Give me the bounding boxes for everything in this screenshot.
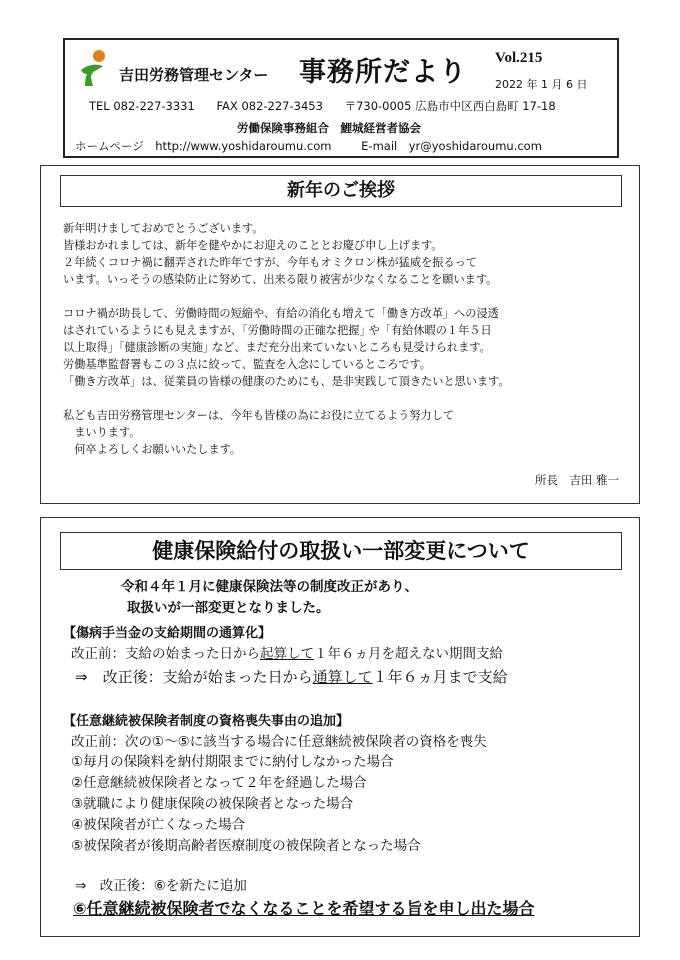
greeting-line: 新年明けましておめでとうございます。: [63, 222, 264, 235]
greeting-body: [63, 220, 623, 458]
logo-icon: [77, 48, 111, 88]
before-underline: 起算して: [260, 646, 314, 662]
before-text: 改正前：支給の始まった日から: [71, 646, 260, 662]
greeting-blank: [63, 390, 623, 407]
issue-date: 2022 年 1 月 6 日: [495, 78, 588, 91]
newsletter-title: 事務所だより: [299, 57, 467, 88]
signature: 所長 吉田 雅一: [534, 473, 619, 487]
newsletter-header: [63, 38, 619, 158]
section2-after: ⇒ 改正後：⑥を新たに追加: [75, 878, 247, 894]
after-text: ⇒ 改正後：支給が始まった日から: [75, 668, 313, 686]
greeting-line: 「働き方改革」は、従業員の皆様の健康のためにも、是非実践して頂きたいと思います。: [63, 375, 510, 388]
greeting-line: はされているようにも見えますが、｢労働時間の正確な把握｣ や「有給休暇の１年５日: [63, 324, 492, 337]
notice-title: 健康保険給付の取扱い一部変更について: [60, 532, 622, 570]
greeting-blank: [63, 288, 623, 305]
after-underline: 通算して: [312, 668, 373, 686]
greeting-section: [40, 165, 640, 504]
greeting-line: います。いっそうの感染防止に努めて、出来る限り被害が少なくなることを願います。: [63, 273, 498, 286]
list-item: ③就職により健康保険の被保険者となった場合: [71, 796, 354, 812]
address: 〒730-0005 広島市中区西白島町 17-18: [344, 99, 556, 113]
section2-heading: 【任意継続被保険者制度の資格喪失事由の追加】: [63, 714, 350, 729]
after-text-end: １年６ヵ月まで支給: [372, 668, 508, 686]
section2-final: ⑥任意継続被保険者でなくなることを希望する旨を申し出た場合: [73, 899, 535, 918]
greeting-line: 皆様おかれましては、新年を健やかにお迎えのこととお慶び申し上げます。: [63, 239, 443, 252]
intro-line-2: 取扱いが一部変更となりました。: [127, 600, 330, 616]
greeting-line: 私ども吉田労務管理センターは、今年も皆様の為にお役に立てるよう努力して: [63, 409, 455, 422]
list-item: ⑤被保険者が後期高齢者医療制度の被保険者となった場合: [71, 838, 421, 854]
greeting-line: ２年続くコロナ禍に翻弄された昨年ですが、今年もオミクロン株が猛威を振るって: [63, 256, 477, 269]
email-link[interactable]: E-mail yr@yoshidaroumu.com: [361, 139, 542, 153]
association: 労働保険事務組合 鯉城経営者協会: [237, 121, 421, 135]
greeting-line: まいります。: [63, 426, 141, 439]
section1-after: [75, 666, 508, 687]
list-item: ②任意継続被保険者となって２年を経過した場合: [71, 775, 367, 791]
org-name: 吉田労務管理センター: [119, 66, 269, 84]
greeting-line: 以上取得」｢健康診断の実施｣ など、まだ充分出来ていないところも見受けられます。: [63, 341, 491, 354]
volume-number: Vol.215: [495, 50, 543, 66]
web-row: [75, 138, 568, 154]
greeting-title: 新年のご挨拶: [60, 175, 622, 207]
section2-before: 改正前：次の①～⑤に該当する場合に任意継続被保険者の資格を喪失: [71, 734, 487, 750]
section1-heading: 【傷病手当金の支給期間の通算化】: [63, 626, 272, 641]
section1-before: [71, 642, 503, 662]
notice-section: [40, 517, 640, 937]
greeting-line: 労働基準監督署もこの３点に絞って、監査を入念にしているところです。: [63, 358, 431, 371]
fax: FAX 082-227-3453: [216, 99, 323, 113]
contact-row: [89, 98, 574, 114]
greeting-line: 何卒よろしくお願いいたします。: [63, 443, 242, 456]
greeting-line: コロナ禍が助長して、労働時間の短縮や、有給の消化も増えて「働き方改革」への浸透: [63, 307, 499, 320]
list-item: ④被保険者が亡くなった場合: [71, 817, 246, 833]
homepage-link[interactable]: ホームページ http://www.yoshidaroumu.com: [75, 139, 332, 153]
list-item: ①毎月の保険料を納付期限までに納付しなかった場合: [71, 754, 394, 770]
tel: TEL 082-227-3331: [89, 99, 195, 113]
intro-line-1: 令和４年１月に健康保険法等の制度改正があり、: [121, 579, 418, 595]
before-text-end: １年６ヵ月を超えない期間支給: [314, 646, 503, 662]
